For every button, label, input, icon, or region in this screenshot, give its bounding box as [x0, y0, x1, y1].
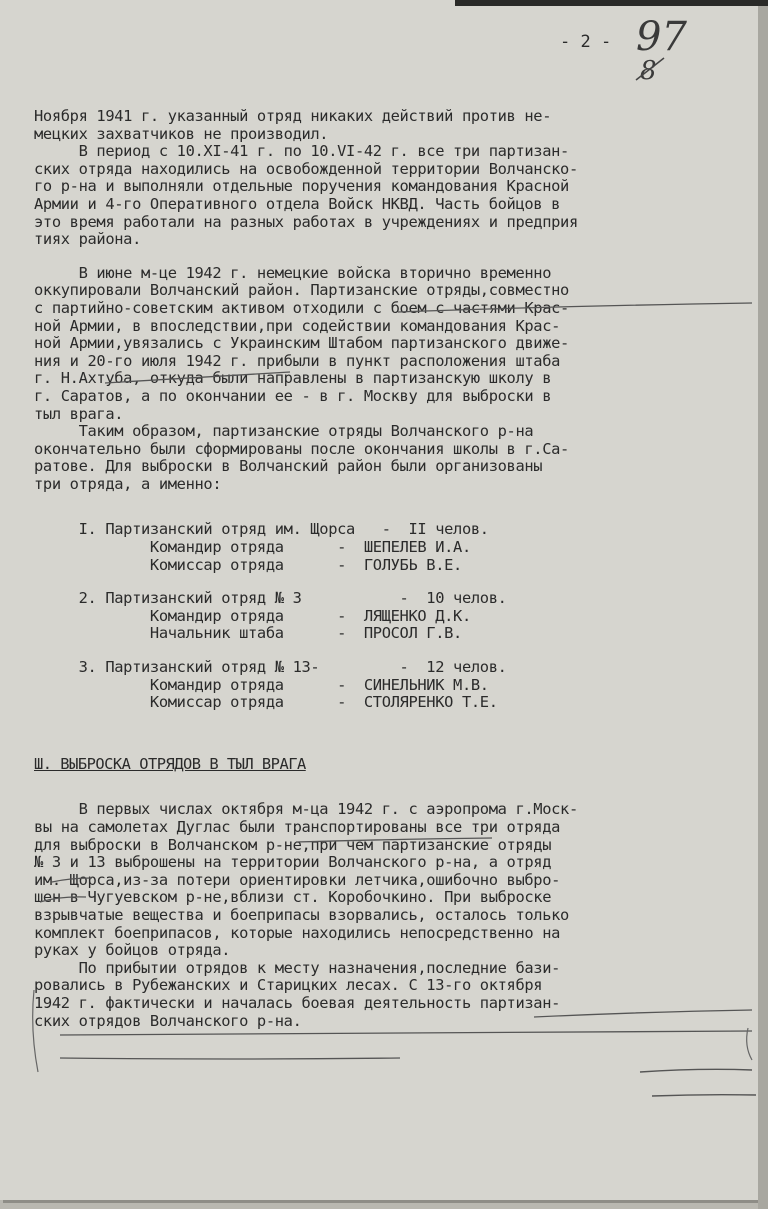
- text-line: 2. Партизанский отряд № 3 - 10 челов.: [34, 589, 507, 608]
- text-line: вы на самолетах Дуглас были транспортированы все три отряда: [34, 818, 561, 836]
- text-line: Командир отряда - ЛЯЩЕНКО Д.К.: [34, 606, 471, 625]
- text-line: По прибытии отрядов к месту назначения,последние бази-: [34, 958, 561, 977]
- text-line: мецких захватчиков не производил.: [34, 124, 329, 143]
- text-line: ских отряда находились на освобожденной территории Волчанско-: [34, 159, 578, 178]
- text-line: взрывчатые вещества и боеприпасы взорвались, осталось только: [34, 905, 569, 924]
- text-line: тиях района.: [34, 230, 141, 249]
- text-line: это время работали на разных работах в учреждениях и предприя: [34, 212, 578, 231]
- text-line: ния и 20-го июля 1942 г. прибыли в пункт расположения штаба: [34, 351, 561, 370]
- text-line: три отряда, а именно:: [34, 474, 222, 493]
- text-line: Командир отряда - ШЕПЕЛЕВ И.А.: [34, 538, 471, 557]
- text-line: тыл врага.: [34, 404, 124, 423]
- text-line: Начальник штаба - ПРОСОЛ Г.В.: [34, 624, 462, 643]
- text-line: с партийно-советским активом отходили с боем с частями Крас-: [34, 298, 569, 317]
- text-line: В первых числах октября м-ца 1942 г. с аэропрома г.Моск-: [34, 800, 578, 819]
- text-line: ских отрядов Волчанского р-на.: [34, 1011, 302, 1030]
- text-line: г. Саратов, а по окончании ее - в г. Москву для выброски в: [34, 386, 552, 405]
- text-line: им. Щорса,из-за потери ориентировки летчика,ошибочно выбро-: [34, 870, 561, 889]
- text-line: шен в Чугуевском р-не,вблизи ст. Коробочкино. При выброске: [34, 888, 552, 907]
- text-line: I. Партизанский отряд им. Щорса - II челов.: [34, 520, 489, 539]
- text-line: ратове. Для выброски в Волчанский район были организованы: [34, 457, 543, 476]
- text-line: Комиссар отряда - СТОЛЯРЕНКО Т.Е.: [34, 693, 498, 712]
- text-line: г. Н.Ахтуба, откуда были направлены в партизанскую школу в: [34, 369, 552, 388]
- text-line: для выброски в Волчанском р-не,при чем партизанские отряды: [34, 835, 552, 854]
- handwritten-folio-number: 97: [636, 14, 687, 60]
- text-line: ной Армии,увязались с Украинским Штабом партизанского движе-: [34, 334, 569, 353]
- section-heading: Ш. ВЫБРОСКА ОТРЯДОВ В ТЫЛ ВРАГА: [34, 754, 306, 773]
- text-line: руках у бойцов отряда.: [34, 941, 231, 960]
- text-line: оккупировали Волчанский район. Партизанские отряды,совместно: [34, 281, 569, 300]
- handwritten-folio-number-crossed: 8: [640, 56, 657, 86]
- text-line: Комиссар отряда - ГОЛУБЬ В.Е.: [34, 555, 462, 574]
- text-line: Армии и 4-го Оперативного отдела Войск НКВД. Часть бойцов в: [34, 194, 561, 213]
- text-line: окончательно были сформированы после окончания школы в г.Са-: [34, 439, 569, 458]
- page-number: - 2 -: [560, 32, 612, 52]
- text-line: Таким образом, партизанские отряды Волчанского р-на: [34, 422, 534, 441]
- text-line: Ноября 1941 г. указанный отряд никаких действий против не-: [34, 107, 552, 125]
- text-line: комплект боеприпасов, которые находились непосредственно на: [34, 923, 561, 942]
- text-line: 1942 г. фактически и началась боевая деятельность партизан-: [34, 993, 561, 1012]
- text-line: Командир отряда - СИНЕЛЬНИК М.В.: [34, 675, 489, 694]
- text-line: ной Армии, в впоследствии,при содействии командования Крас-: [34, 316, 561, 335]
- text-line: ровались в Рубежанских и Старицких лесах. С 13-го октября: [34, 976, 543, 995]
- text-line: го р-на и выполняли отдельные поручения командования Красной: [34, 177, 569, 196]
- text-line: 3. Партизанский отряд № 13- - 12 челов.: [34, 658, 507, 677]
- text-line: № 3 и 13 выброшены на территории Волчанского р-на, а отряд: [34, 853, 552, 872]
- text-line: В июне м-це 1942 г. немецкие войска вторично временно: [34, 263, 552, 282]
- text-line: В период с 10.XI-41 г. по 10.VI-42 г. все три партизан-: [34, 142, 569, 161]
